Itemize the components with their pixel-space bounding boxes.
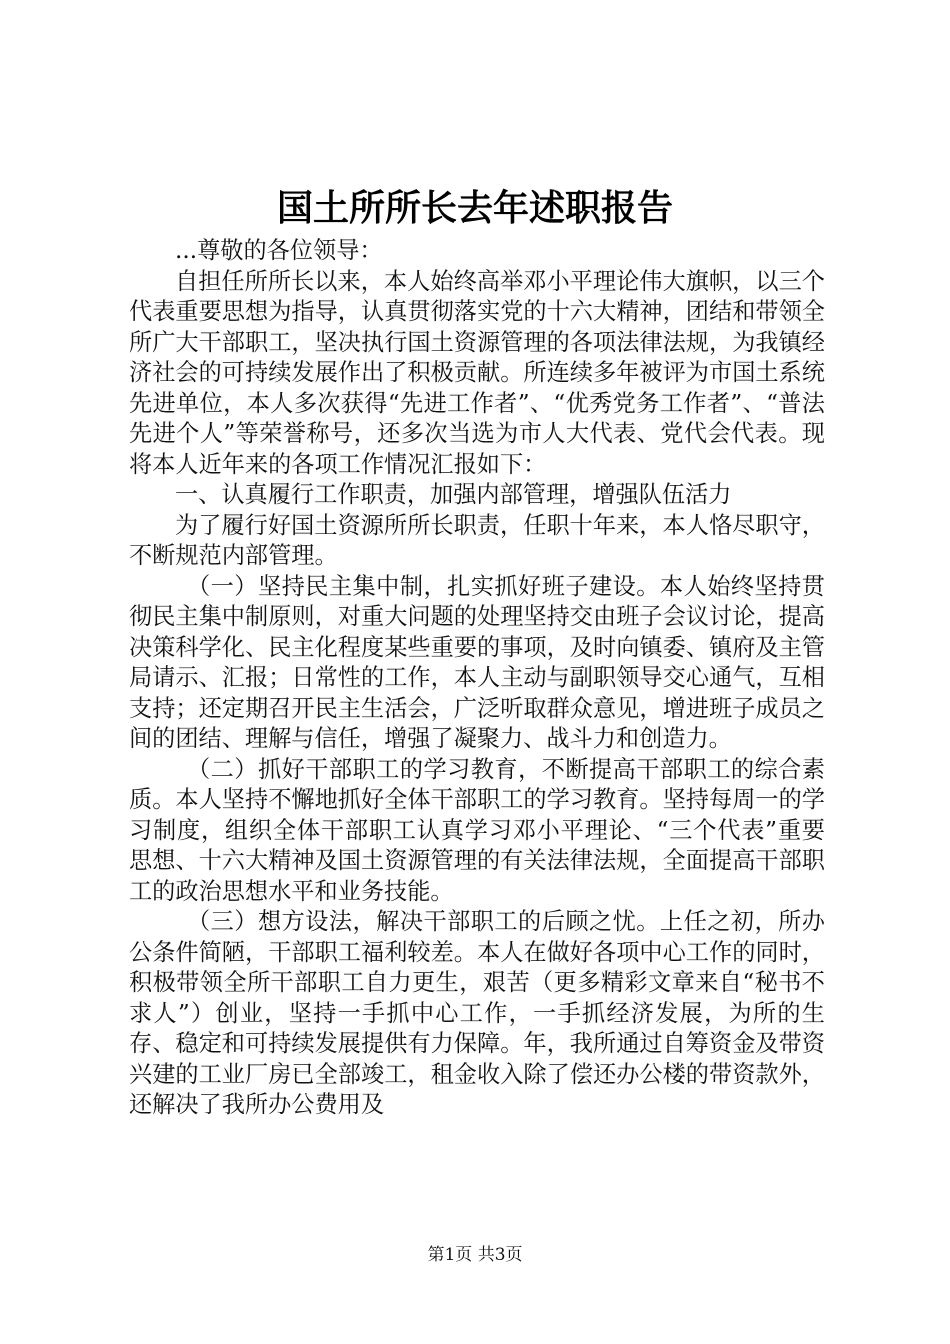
paragraph-duty: 为了履行好国土资源所所长职责，任职十年来，本人恪尽职守，不断规范内部管理。 bbox=[129, 511, 825, 569]
document-title: 国土所所长去年述职报告 bbox=[276, 187, 673, 229]
paragraph-item-2: （二）抓好干部职工的学习教育，不断提高干部职工的综合素质。本人坚持不懈地抓好全体干部职工的学习教育。坚持每周一的学习制度，组织全体干部职工认真学习邓小平理论、“三个代表”重要思想、十六大精神及国土资源管理的有关法律法规，全面提高干部职工的政治思想水平和业务技能。 bbox=[129, 755, 825, 905]
section-heading-1: 一、认真履行工作职责，加强内部管理，增强队伍活力 bbox=[175, 481, 732, 508]
paragraph-item-1: （一）坚持民主集中制，扎实抓好班子建设。本人始终坚持贯彻民主集中制原则，对重大问题的处理坚持交由班子会议讨论，提高决策科学化、民主化程度某些重要的事项，及时向镇委、镇府及主管局请示、汇报；日常性的工作，本人主动与副职领导交心通气，互相支持；还定期召开民主生活会，广泛听取群众意见，增进班子成员之间的团结、理解与信任，增强了凝聚力、战斗力和创造力。 bbox=[129, 572, 825, 752]
paragraph-item-3: （三）想方设法，解决干部职工的后顾之忧。上任之初，所办公条件简陋，干部职工福利较差。本人在做好各项中心工作的同时，积极带领全所干部职工自力更生，艰苦（更多精彩文章来自“秘书不求人”）创业，坚持一手抓中心工作，一手抓经济发展，为所的生存、稳定和可持续发展提供有力保障。年，我所通过自筹资金及带资兴建的工业厂房已全部竣工，租金收入除了偿还办公楼的带资款外，还解决了我所办公费用及 bbox=[129, 908, 825, 1118]
salutation: ...尊敬的各位领导： bbox=[175, 237, 383, 264]
page-footer: 第1页 共3页 bbox=[427, 1245, 523, 1265]
document-body bbox=[129, 236, 825, 1121]
paragraph-intro: 自担任所所长以来，本人始终高举邓小平理论伟大旗帜，以三个代表重要思想为指导，认真贯彻落实党的十六大精神，团结和带领全所广大干部职工，坚决执行国土资源管理的各项法律法规，为我镇经济社会的可持续发展作出了积极贡献。所连续多年被评为市国土系统先进单位，本人多次获得“先进工作者”、“优秀党务工作者”、“普法先进个人”等荣誉称号，还多次当选为市人大代表、党代会代表。现将本人近年来的各项工作情况汇报如下： bbox=[129, 267, 825, 478]
